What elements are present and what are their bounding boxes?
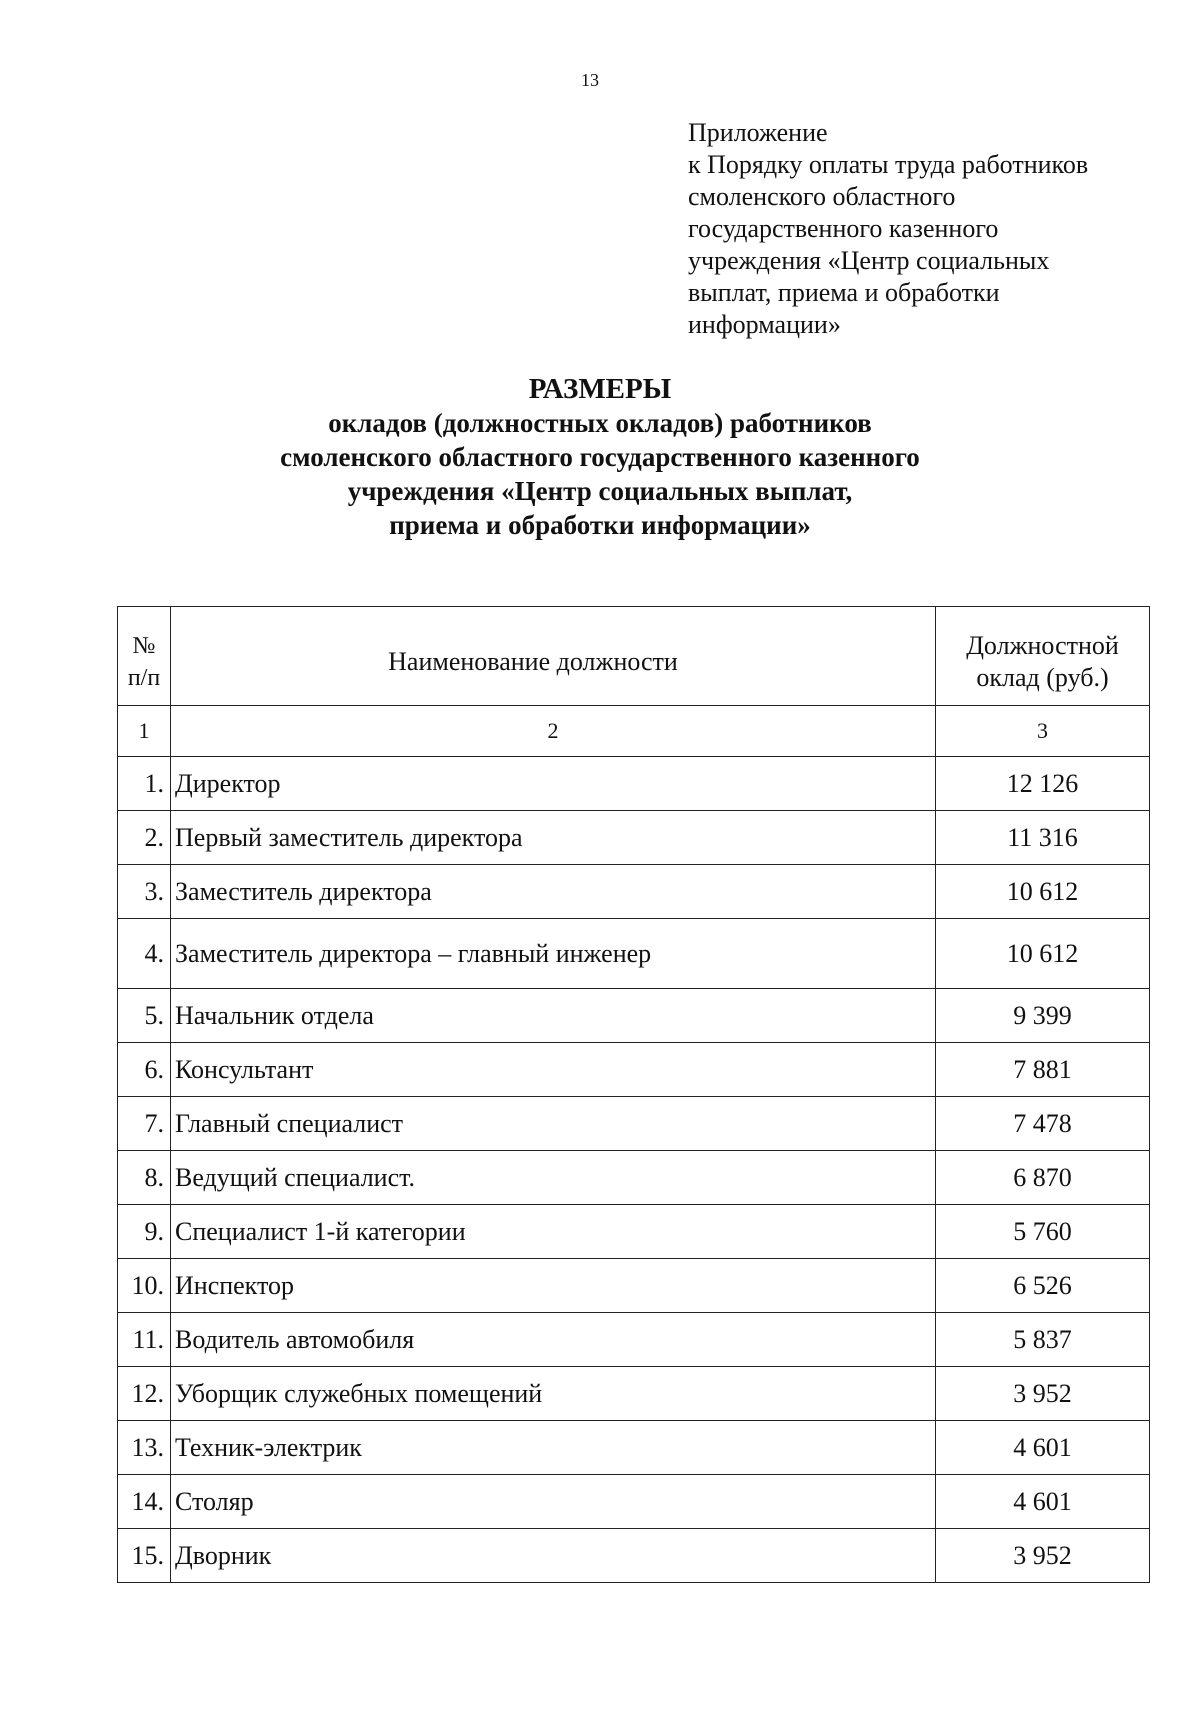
salary-table-wrapper [117, 606, 1149, 1583]
table-row [118, 1529, 1150, 1583]
position-name: Инспектор [171, 1259, 936, 1313]
column-index: 1 [118, 706, 171, 757]
table-header-row [118, 607, 1150, 706]
header-position-name: Наименование должности [171, 607, 936, 706]
annex-block [688, 117, 1168, 341]
salary-value: 6 870 [936, 1151, 1150, 1205]
title-line: приема и обработки информации» [389, 510, 811, 540]
row-number: 12. [118, 1367, 171, 1421]
salary-value: 11 316 [936, 811, 1150, 865]
salary-value: 3 952 [936, 1529, 1150, 1583]
table-row [118, 919, 1150, 989]
salary-value: 7 881 [936, 1043, 1150, 1097]
salary-value: 5 760 [936, 1205, 1150, 1259]
position-name: Техник-электрик [171, 1421, 936, 1475]
position-name: Начальник отдела [171, 989, 936, 1043]
header-salary [936, 607, 1150, 706]
annex-line: выплат, приема и обработки [688, 278, 1000, 307]
row-number: 6. [118, 1043, 171, 1097]
title-line: учреждения «Центр социальных выплат, [347, 476, 853, 506]
title-line: смоленского областного государственного казенного [280, 442, 920, 472]
document-title [0, 372, 1200, 542]
table-body [118, 757, 1150, 1583]
salary-value: 10 612 [936, 865, 1150, 919]
title-line: окладов (должностных окладов) работников [328, 408, 872, 438]
position-name: Уборщик служебных помещений [171, 1367, 936, 1421]
salary-value: 10 612 [936, 919, 1150, 989]
header-number-line2: п/п [127, 665, 161, 691]
row-number: 7. [118, 1097, 171, 1151]
position-name: Ведущий специалист. [171, 1151, 936, 1205]
salary-value: 3 952 [936, 1367, 1150, 1421]
row-number: 1. [118, 757, 171, 811]
header-salary-line2: оклад (руб.) [976, 663, 1109, 692]
row-number: 9. [118, 1205, 171, 1259]
row-number: 14. [118, 1475, 171, 1529]
annex-line: Приложение [688, 118, 828, 147]
header-number-line1: № [132, 633, 156, 659]
salary-value: 5 837 [936, 1313, 1150, 1367]
row-number: 13. [118, 1421, 171, 1475]
position-name: Консультант [171, 1043, 936, 1097]
title-heading: РАЗМЕРЫ [528, 373, 672, 405]
table-row [118, 865, 1150, 919]
column-index-row [118, 706, 1150, 757]
salary-value: 4 601 [936, 1475, 1150, 1529]
row-number: 10. [118, 1259, 171, 1313]
row-number: 5. [118, 989, 171, 1043]
header-number [118, 607, 171, 706]
position-name: Главный специалист [171, 1097, 936, 1151]
column-index: 2 [171, 706, 936, 757]
position-name: Специалист 1-й категории [171, 1205, 936, 1259]
salary-value: 9 399 [936, 989, 1150, 1043]
position-name: Дворник [171, 1529, 936, 1583]
table-row [118, 757, 1150, 811]
page-number: 13 [581, 70, 599, 90]
table-row [118, 1205, 1150, 1259]
annex-line: государственного казенного [688, 214, 999, 243]
annex-line: смоленского областного [688, 182, 956, 211]
position-name: Директор [171, 757, 936, 811]
header-salary-line1: Должностной [966, 631, 1119, 660]
position-name: Первый заместитель директора [171, 811, 936, 865]
position-name: Столяр [171, 1475, 936, 1529]
annex-line: к Порядку оплаты труда работников [688, 150, 1089, 179]
table-row [118, 1421, 1150, 1475]
table-row [118, 1367, 1150, 1421]
row-number: 8. [118, 1151, 171, 1205]
table-row [118, 1259, 1150, 1313]
table-row [118, 1097, 1150, 1151]
row-number: 2. [118, 811, 171, 865]
table-row [118, 989, 1150, 1043]
row-number: 3. [118, 865, 171, 919]
table-row [118, 1475, 1150, 1529]
table-row [118, 1043, 1150, 1097]
table-row [118, 811, 1150, 865]
table-row [118, 1151, 1150, 1205]
annex-line: учреждения «Центр социальных [688, 246, 1050, 275]
position-name: Заместитель директора [171, 865, 936, 919]
row-number: 11. [118, 1313, 171, 1367]
table-row [118, 1313, 1150, 1367]
position-name: Заместитель директора – главный инженер [171, 919, 936, 989]
salary-table [117, 606, 1150, 1583]
position-name: Водитель автомобиля [171, 1313, 936, 1367]
salary-value: 6 526 [936, 1259, 1150, 1313]
annex-line: информации» [688, 310, 841, 339]
row-number: 15. [118, 1529, 171, 1583]
column-index: 3 [936, 706, 1150, 757]
salary-value: 7 478 [936, 1097, 1150, 1151]
salary-value: 12 126 [936, 757, 1150, 811]
row-number: 4. [118, 919, 171, 989]
salary-value: 4 601 [936, 1421, 1150, 1475]
